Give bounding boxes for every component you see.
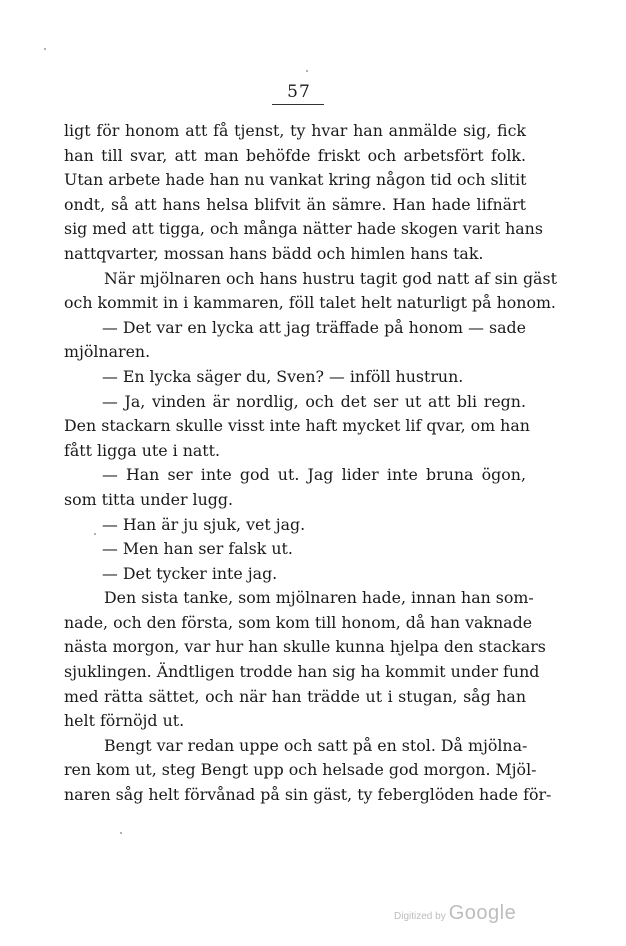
digitization-watermark (394, 902, 516, 925)
text-line: han till svar, att man behöfde friskt och arbetsfört folk. (64, 145, 526, 165)
text-line: ondt, så att hans helsa blifvit än sämre. Han hade lifnärt (64, 194, 526, 214)
text-line: naren såg helt förvånad på sin gäst, ty feberglöden hade för- (64, 785, 552, 805)
text-line: — Ja, vinden är nordlig, och det ser ut att bli regn. (102, 391, 526, 411)
text-line: Bengt var redan uppe och satt på en stol. Då mjölna- (104, 735, 528, 755)
text-line: mjölnaren. (64, 342, 151, 362)
text-line: med rätta sättet, och när han trädde ut i stugan, såg han (64, 686, 526, 706)
text-line: helt förnöjd ut. (64, 711, 185, 731)
text-line: sig med att tigga, och många nätter hade skogen varit hans (64, 219, 543, 239)
text-line: — Han är ju sjuk, vet jag. (102, 514, 306, 534)
text-line: — Men han ser falsk ut. (102, 539, 293, 559)
body-text (64, 119, 557, 808)
text-line: Utan arbete hade han nu vankat kring någon tid och slitit (64, 170, 527, 190)
text-line: sjuklingen. Ändtligen trodde han sig ha kommit under fund (64, 662, 540, 682)
text-line: ligt för honom att få tjenst, ty hvar han anmälde sig, fick (64, 121, 526, 140)
google-logo: Google (448, 902, 517, 924)
text-line: — Han ser inte god ut. Jag lider inte bruna ögon, (102, 465, 526, 485)
paper-speck (44, 48, 46, 50)
text-line: När mjölnaren och hans hustru tagit god natt af sin gäst (104, 268, 557, 288)
text-line: ren kom ut, steg Bengt upp och helsade god morgon. Mjöl- (64, 760, 537, 780)
paper-speck (306, 70, 308, 72)
text-line: Den sista tanke, som mjölnaren hade, innan han som- (104, 588, 534, 608)
text-line: och kommit in i kammaren, föll talet helt naturligt på honom. (64, 293, 556, 313)
page-number: 57 (287, 82, 311, 102)
text-line: fått ligga ute i natt. (64, 440, 221, 460)
text-line: — Det var en lycka att jag träffade på honom — sade (102, 317, 526, 337)
text-line: — Det tycker inte jag. (102, 563, 278, 583)
text-line: nade, och den första, som kom till honom, då han vaknade (64, 612, 533, 632)
paper-speck (120, 832, 122, 834)
text-line: — En lycka säger du, Sven? — inföll hustrun. (102, 366, 464, 386)
text-line: som titta under lugg. (64, 489, 234, 509)
page-number-rule (272, 104, 324, 105)
text-line: nästa morgon, var hur han skulle kunna hjelpa den stackars (64, 637, 546, 657)
paper-speck (94, 533, 96, 535)
watermark-prefix: Digitized by (394, 911, 446, 922)
text-line: nattqvarter, mossan hans bädd och himlen hans tak. (64, 243, 484, 263)
text-line: Den stackarn skulle visst inte haft mycket lif qvar, om han (64, 416, 530, 436)
